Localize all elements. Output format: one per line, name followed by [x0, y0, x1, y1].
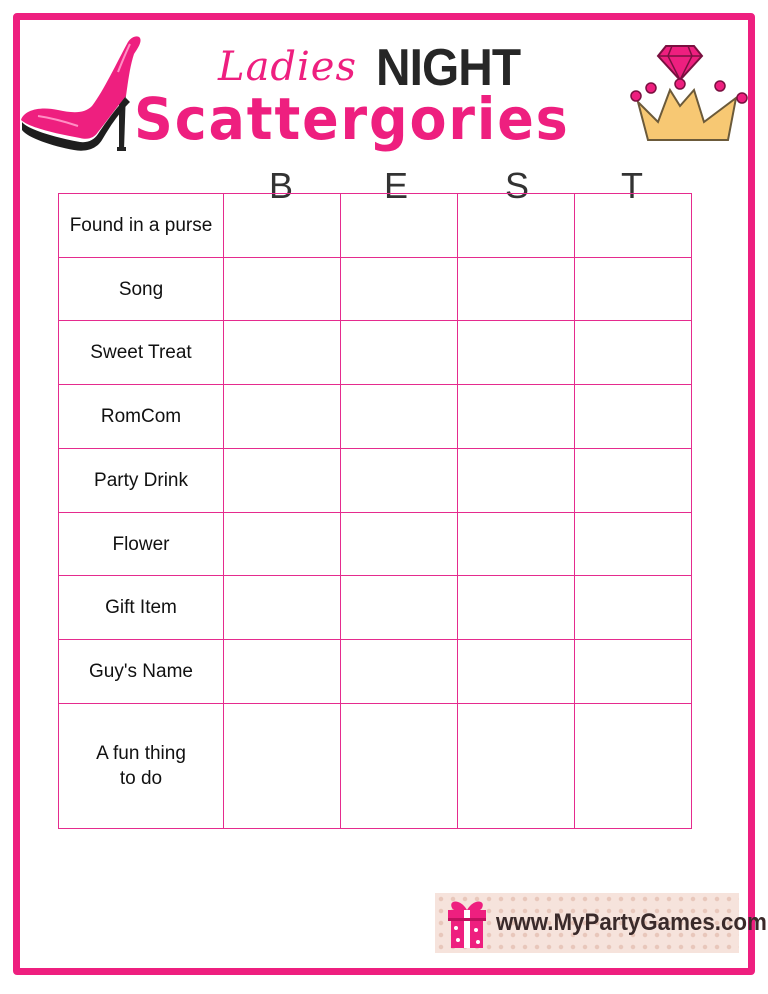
answer-cell[interactable]: [575, 385, 692, 449]
answer-cell[interactable]: [224, 194, 341, 258]
answer-cell[interactable]: [341, 512, 458, 576]
website-link[interactable]: www.MyPartyGames.com: [496, 909, 767, 936]
answer-cell[interactable]: [224, 385, 341, 449]
answer-cell[interactable]: [458, 194, 575, 258]
column-letter-b: B: [268, 165, 293, 206]
gift-box-icon: [444, 896, 490, 950]
column-letter-s: S: [504, 165, 529, 206]
title-night: NIGHT: [376, 39, 521, 97]
table-row: [59, 576, 692, 640]
answer-cell[interactable]: [224, 640, 341, 704]
answer-cell[interactable]: [224, 257, 341, 321]
category-cell: Flower: [59, 512, 224, 576]
column-letter-e: E: [383, 165, 408, 206]
answer-cell[interactable]: [575, 448, 692, 512]
category-cell: Song: [59, 257, 224, 321]
category-cell: A fun thing to do: [59, 703, 224, 828]
category-cell: Found in a purse: [59, 194, 224, 258]
category-cell: Party Drink: [59, 448, 224, 512]
answer-cell[interactable]: [458, 257, 575, 321]
category-cell: Gift Item: [59, 576, 224, 640]
table-row: [59, 703, 692, 828]
category-cell: Guy's Name: [59, 640, 224, 704]
answer-cell[interactable]: [224, 448, 341, 512]
answer-cell[interactable]: [341, 194, 458, 258]
table-row: [59, 257, 692, 321]
answer-cell[interactable]: [575, 512, 692, 576]
crown-icon: [624, 40, 756, 145]
answer-cell[interactable]: [458, 448, 575, 512]
table-row: [59, 512, 692, 576]
title-ladies: Ladies: [218, 44, 358, 90]
category-cell: Sweet Treat: [59, 321, 224, 385]
answer-cell[interactable]: [341, 576, 458, 640]
scattergories-grid: [58, 193, 692, 829]
table-row: [59, 448, 692, 512]
answer-cell[interactable]: [341, 448, 458, 512]
answer-cell[interactable]: [575, 194, 692, 258]
answer-cell[interactable]: [341, 640, 458, 704]
answer-cell[interactable]: [224, 321, 341, 385]
answer-cell[interactable]: [458, 576, 575, 640]
answer-cell[interactable]: [575, 257, 692, 321]
column-letter-t: T: [621, 165, 643, 206]
answer-cell[interactable]: [458, 640, 575, 704]
table-row: [59, 321, 692, 385]
answer-cell[interactable]: [224, 512, 341, 576]
answer-cell[interactable]: [341, 321, 458, 385]
answer-cell[interactable]: [224, 576, 341, 640]
answer-cell[interactable]: [341, 257, 458, 321]
table-row: [59, 385, 692, 449]
answer-cell[interactable]: [458, 703, 575, 828]
category-cell: RomCom: [59, 385, 224, 449]
answer-cell[interactable]: [341, 703, 458, 828]
answer-cell[interactable]: [458, 512, 575, 576]
page-title: Scattergories: [134, 85, 570, 153]
answer-cell[interactable]: [575, 321, 692, 385]
answer-cell[interactable]: [575, 703, 692, 828]
answer-cell[interactable]: [224, 703, 341, 828]
high-heel-shoe-icon: [18, 30, 148, 155]
answer-cell[interactable]: [575, 576, 692, 640]
table-row: [59, 640, 692, 704]
answer-cell[interactable]: [458, 321, 575, 385]
table-row: [59, 194, 692, 258]
answer-cell[interactable]: [458, 385, 575, 449]
answer-cell[interactable]: [575, 640, 692, 704]
answer-cell[interactable]: [341, 385, 458, 449]
